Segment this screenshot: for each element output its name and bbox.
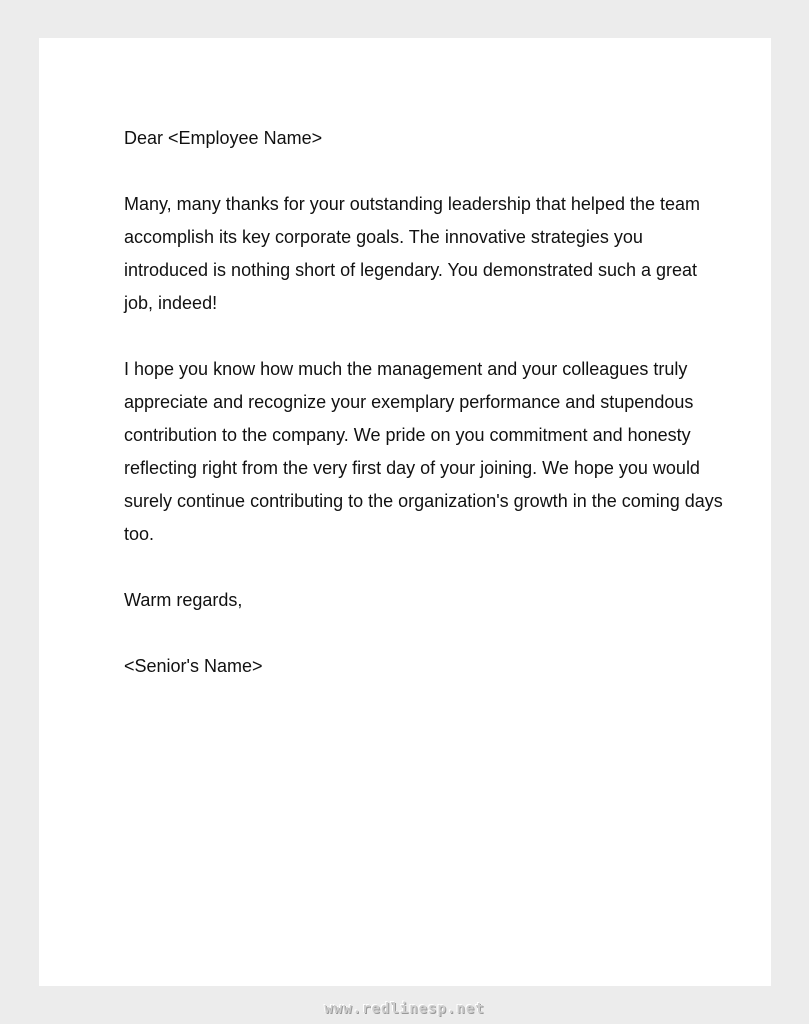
signature: <Senior's Name> bbox=[124, 656, 263, 676]
salutation: Dear <Employee Name> bbox=[124, 128, 323, 148]
watermark: www.redlinesp.net bbox=[324, 1001, 485, 1017]
closing: Warm regards, bbox=[124, 590, 243, 610]
letter-page bbox=[39, 38, 771, 986]
paragraph-thanks: Many, many thanks for your outstanding leadership that helped the team accomplish its key corporate goals. The innovative strategies you introduced is nothing short of legendary. You demonstrated such a great job, indeed! bbox=[124, 194, 701, 313]
paragraph-appreciation: I hope you know how much the management and your colleagues truly appreciate and recognize your exemplary performance and stupendous contribution to the company. We pride on you commitment and honesty reflecting right from the very first day of your joining. We hope you would surely continue contributing to the organization's growth in the coming days too. bbox=[124, 359, 723, 544]
letter-body bbox=[124, 122, 724, 683]
